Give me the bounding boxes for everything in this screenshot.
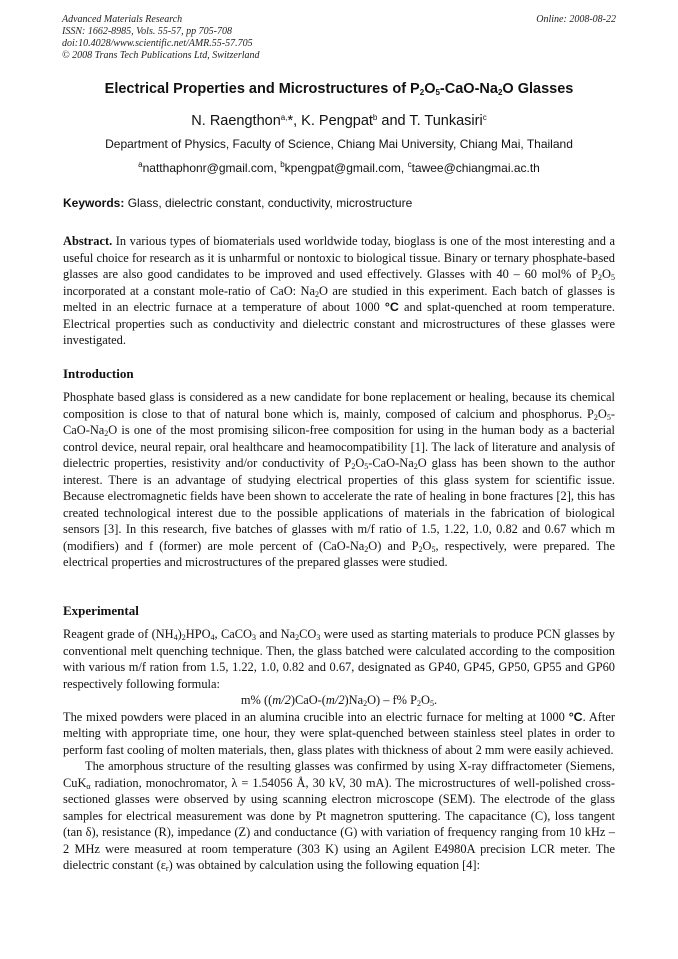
abstract: Abstract. In various types of biomaterials used worldwide today, bioglass is one of the most interesting and a useful choice for research as it is unharmful or nontoxic to biological tissue. Binary or ternary phosphate-based glasses are also good candidates to be improved and used effectively. Glasses with 40 – 60 mol% of $P_2O_5$ incorporated at a constant mole-ratio of CaO: $Na_2O$ are studied in this experiment. Each batch of glasses is melted in an electric furnace at a temperature of about 1000 °C and splat-quenched at room temperature. Electrical properties such as conductivity and dielectric constant and microstructures of these glasses were investigated. — [63, 234, 616, 347]
author-list: N. Raengthon$^{a,}$*, K. Pengpat$^b$ and T. Tunkasiri$^c$ — [191, 113, 487, 129]
experimental-paragraph-1: Reagent grade of $(NH_4)_2HPO_4$, CaCO$_3$ and $Na_2CO_3$ were used as starting materials to produce PCN glasses by conventional melt quenching technique. Then, the glass batched were calculated according to the composition with various m/f ration from 1.5, 1.22, 1.0, 0.82 and 0.67, designated as GP40, GP45, GP50, GP55 and GP60 respectively following formula: — [63, 627, 615, 691]
experimental-body — [63, 626, 615, 874]
experimental-paragraph-3: The amorphous structure of the resulting glasses was confirmed by using X-ray diffractometer (Siemens, CuK$_\alpha$ radiation, monochromator, λ = 1.54056 Å, 30 kV, 30 mA). The microstructures of well-polished cross-sectioned glasses were observed by using scanning electron microscope (SEM). The electrode of the glass samples for electrical measurement was done by Pt magnetron sputtering. The capacitance (C), loss tangent (tan δ), resistance (R), impedance (Z) and conductance (G) with variation of frequency ranging from 10 kHz – 2 MHz were measured at room temperature (303 K) using an Agilent E4980A precision LCR meter. The dielectric constant $(\varepsilon_r)$ was obtained by calculation using the following equation [4]: — [63, 759, 615, 873]
experimental-paragraph-2: The mixed powders were placed in an alumina crucible into an electric furnace for melting at 1000 °C. After melting with appropriate time, one hour, they were splat-quenched between stainless steel plates in order to perform fast cooling of molten materials, then, glass plates with thickness of about 2 mm were easily achieved. — [63, 709, 615, 757]
doi-line: doi:10.4028/www.scientific.net/AMR.55-57.705 — [62, 38, 253, 49]
copyright-line: © 2008 Trans Tech Publications Ltd, Switzerland — [62, 50, 260, 61]
issn-line: ISSN: 1662-8985, Vols. 55-57, pp 705-708 — [62, 26, 232, 37]
affiliation: Department of Physics, Faculty of Science, Chiang Mai University, Chiang Mai, Thailand — [105, 137, 573, 151]
keywords-label: Keywords: — [63, 196, 125, 210]
journal-header — [62, 14, 616, 62]
journal-name: Advanced Materials Research — [62, 14, 183, 25]
introduction-body: Phosphate based glass is considered as a new candidate for bone replacement or healing, because its chemical composition is close to that of natural bone which is, mainly, composed of calcium and phosphorus. $P_2O_5-CaO-Na_2O$ is one of the most promising silicon-free composition for using in the human body as a bacterial control device, neural repair, oral healthcare and heamocompatibility [1]. The lack of literature and analysis of dielectric properties, resistivity and/or conductivity of $P_2O_5-CaO-Na_2O$ glass has been shown to the author interest. There is an advantage of studying electrical properties of this glass system for scientific issue. Because electromagnetic fields have been shown to accelerate the rate of healing in bone fractures [2], this has created technological interest due to the possible applications of materials in the fabrication of biological sensors [3]. In this research, five batches of glasses with m/f ratio of 1.5, 1.22, 1.0, 0.82 and 0.67 which m (modifiers) and f (former) are mole percent of $(CaO-Na_2O)$ and $P_2O_5$, respectively, were prepared. The electrical properties and microstructures of the prepared glasses were studied. — [63, 390, 616, 569]
experimental-heading: Experimental — [63, 603, 139, 618]
keywords: Keywords: Glass, dielectric constant, conductivity, microstructure — [63, 196, 413, 210]
composition-formula: m% $((m/2)CaO-(m/2)Na_2O) - f\%$ $P_2O_5$. — [240, 693, 438, 708]
author-emails: $^a$natthaphonr@gmail.com, $^b$kpengpat@gmail.com, $^c$tawee@chiangmai.ac.th — [138, 160, 540, 175]
abstract-label: Abstract. — [63, 234, 113, 248]
introduction-heading: Introduction — [63, 366, 134, 381]
online-date: Online: 2008-08-22 — [536, 14, 616, 25]
paper-title: Electrical Properties and Microstructures of $P_2O_5-CaO-Na_2O$ Glasses — [104, 81, 574, 97]
